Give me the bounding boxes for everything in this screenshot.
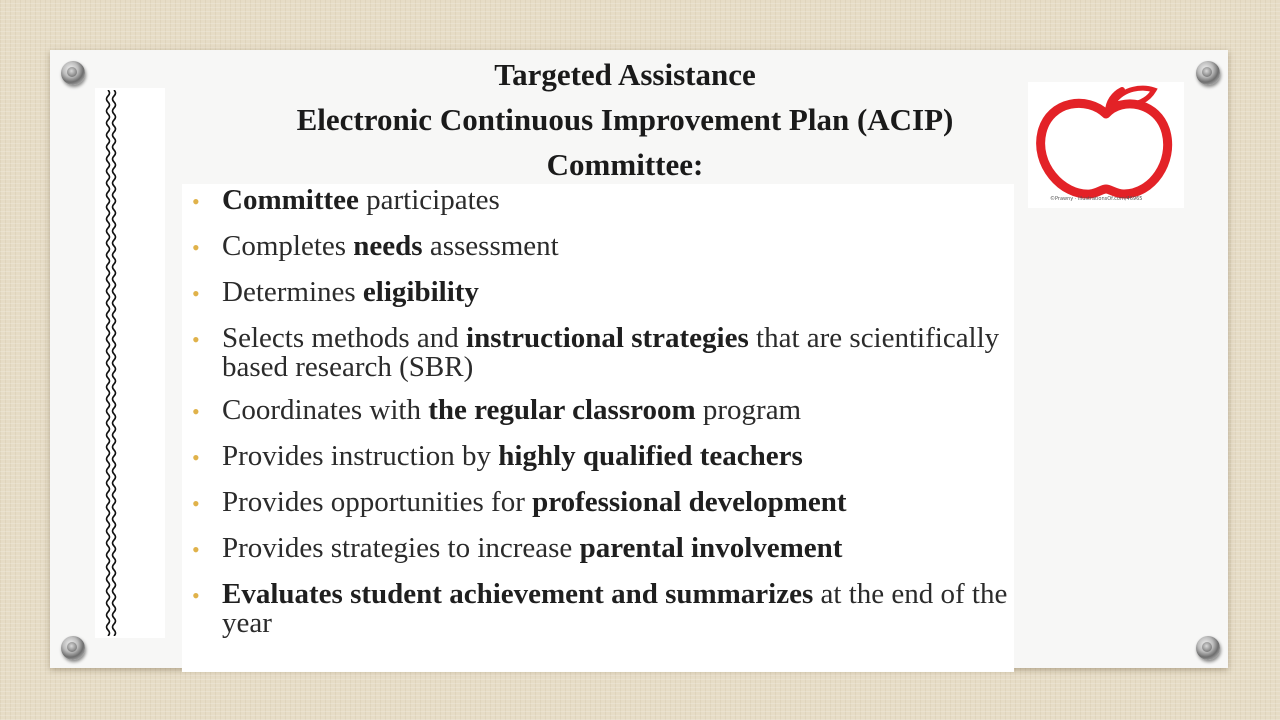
bullet-emphasis: highly qualified teachers (498, 440, 803, 472)
apple-logo (1028, 82, 1184, 208)
bullet-emphasis: instructional strategies (466, 322, 749, 354)
bullet-text: Selects methods and (222, 322, 467, 354)
thumbtack-icon (61, 61, 85, 85)
bullet-item (192, 532, 1012, 564)
bullet-dot-icon: • (192, 399, 200, 424)
bullet-text: Coordinates with (222, 394, 429, 426)
bullet-emphasis: Committee (222, 184, 359, 216)
thumbtack-icon (1196, 636, 1220, 660)
bullet-emphasis: the regular classroom (428, 394, 696, 426)
bullet-text: assessment (422, 230, 559, 262)
bullet-dot-icon: • (192, 235, 200, 260)
bullet-dot-icon: • (192, 537, 200, 562)
bullet-item (192, 486, 1012, 518)
bullet-dot-icon: • (192, 327, 200, 352)
apple-logo-icon (1028, 82, 1184, 208)
bullet-item (192, 578, 1012, 639)
title-line-2: Electronic Continuous Improvement Plan (ACIP) (296, 102, 954, 137)
bullet-text: that are scientifically based research (SBR) (222, 322, 1000, 383)
slide-title (160, 52, 1090, 187)
bullet-item (192, 440, 1012, 472)
thumbtack-icon (61, 636, 85, 660)
bullet-text: Provides instruction by (222, 440, 499, 472)
bullet-text: participates (358, 184, 500, 216)
bullet-item (192, 394, 1012, 426)
bullet-item (192, 184, 1012, 216)
bullet-text: Completes (222, 230, 354, 262)
bullet-dot-icon: • (192, 189, 200, 214)
bullet-dot-icon: • (192, 281, 200, 306)
bullet-emphasis: eligibility (362, 276, 479, 308)
bullet-dot-icon: • (192, 445, 200, 470)
bullet-emphasis: Evaluates student achievement and summarizes (222, 578, 814, 610)
bullet-item (192, 322, 1012, 383)
title-line-3: Committee: (546, 147, 704, 182)
bullet-dot-icon: • (192, 583, 200, 608)
bullet-text: at the end of the year (222, 578, 1008, 639)
bullet-text: program (695, 394, 802, 426)
bullet-emphasis: needs (353, 230, 423, 262)
bullet-text: Determines (222, 276, 363, 308)
bullet-item (192, 230, 1012, 262)
content-panel (182, 184, 1014, 672)
bullet-item (192, 276, 1012, 308)
title-line-1: Targeted Assistance (494, 57, 756, 92)
thumbtack-icon (1196, 61, 1220, 85)
bullet-dot-icon: • (192, 491, 200, 516)
bullet-emphasis: parental involvement (579, 532, 843, 564)
bullet-text: Provides opportunities for (222, 486, 533, 518)
wavy-border-icon (104, 90, 118, 636)
apple-credit: ©Prawny · illustrationsOf.com/46965 (1050, 196, 1143, 202)
bullet-text: Provides strategies to increase (222, 532, 580, 564)
bullet-emphasis: professional development (532, 486, 847, 518)
